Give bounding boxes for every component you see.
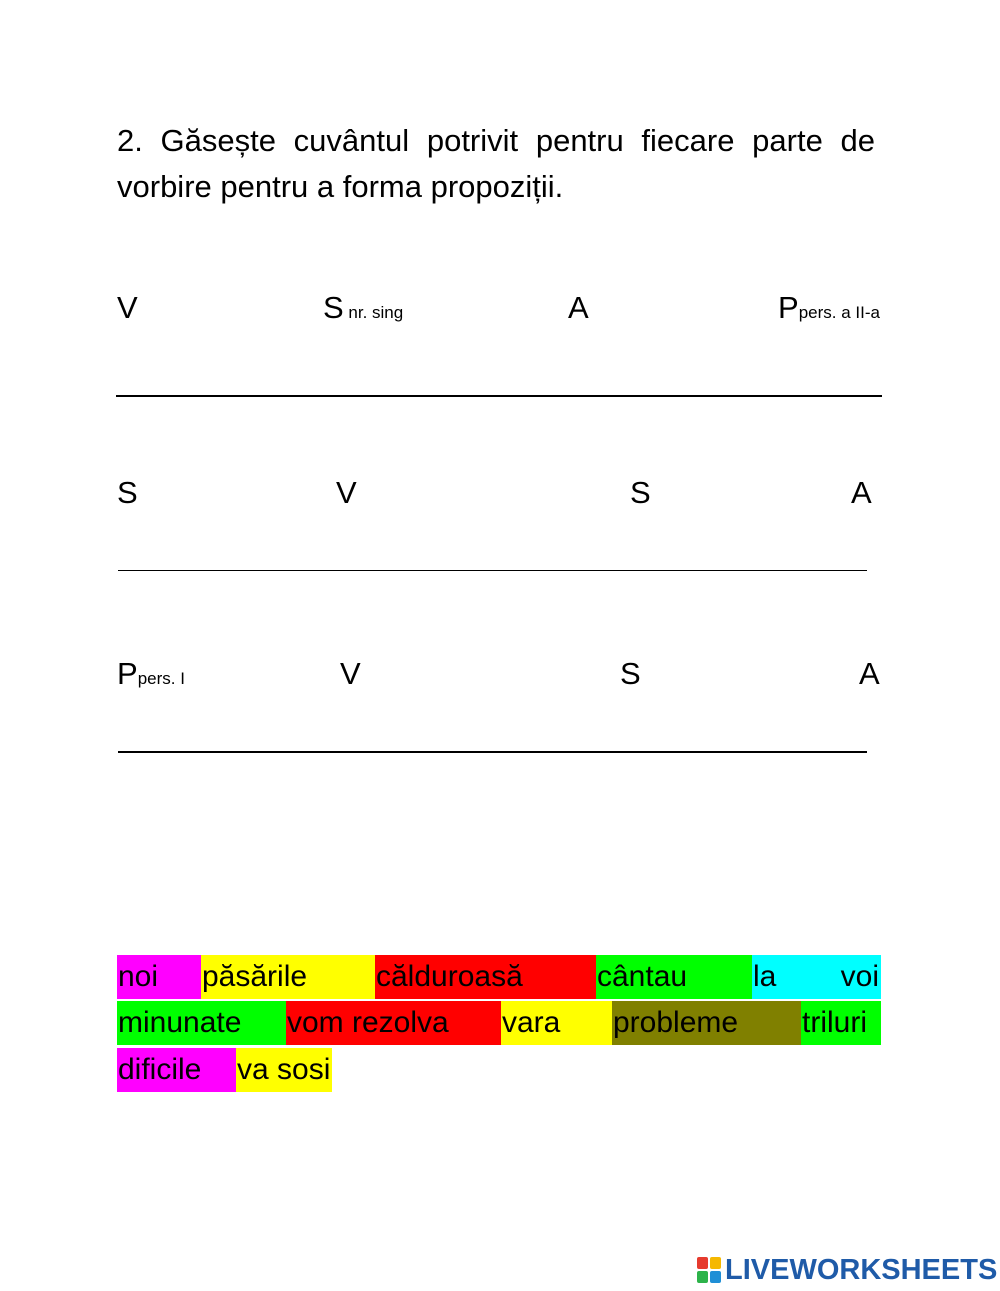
word-chip[interactable]: păsările [201, 955, 375, 999]
label-noun-singular: S nr. sing [323, 290, 404, 325]
word-chip[interactable]: probleme [612, 1001, 801, 1045]
label-noun: S [620, 656, 641, 691]
word-chip[interactable]: minunate [117, 1001, 286, 1045]
word-chip[interactable]: va sosi [236, 1048, 332, 1092]
word-bank-row-2 [117, 1001, 881, 1045]
label-adjective: A [851, 475, 872, 510]
word-chip[interactable]: cântau [596, 955, 752, 999]
label-noun: S [630, 475, 651, 510]
answer-line-2[interactable] [118, 570, 867, 571]
label-adjective: A [859, 656, 880, 691]
word-chip[interactable]: la [752, 955, 797, 999]
label-verb: V [336, 475, 357, 510]
label-verb: V [117, 290, 138, 325]
instructions: 2. Găsește cuvântul potrivit pentru fiecare parte de vorbire pentru a forma propoziții. [117, 123, 875, 204]
liveworksheets-logo[interactable] [697, 1253, 997, 1287]
label-verb: V [340, 656, 361, 691]
word-chip[interactable]: vom rezolva [286, 1001, 501, 1045]
answer-line-1[interactable] [116, 395, 882, 397]
word-bank-row-1 [117, 955, 881, 999]
word-chip[interactable]: dificile [117, 1048, 236, 1092]
label-pronoun-1st-person: Ppers. I [117, 656, 185, 691]
label-noun: S [117, 475, 138, 510]
answer-line-3[interactable] [118, 751, 867, 753]
word-chip[interactable]: voi [797, 955, 881, 999]
word-chip[interactable]: călduroasă [375, 955, 596, 999]
word-chip[interactable]: noi [117, 955, 201, 999]
word-chip[interactable]: triluri [801, 1001, 881, 1045]
word-chip[interactable]: vara [501, 1001, 612, 1045]
label-adjective: A [568, 290, 589, 325]
word-bank-row-3 [117, 1048, 881, 1092]
live-blocks-icon [697, 1257, 721, 1283]
label-pronoun-2nd-person: Ppers. a II-a [778, 290, 880, 325]
logo-text: LIVEWORKSHEETS [725, 1253, 998, 1286]
